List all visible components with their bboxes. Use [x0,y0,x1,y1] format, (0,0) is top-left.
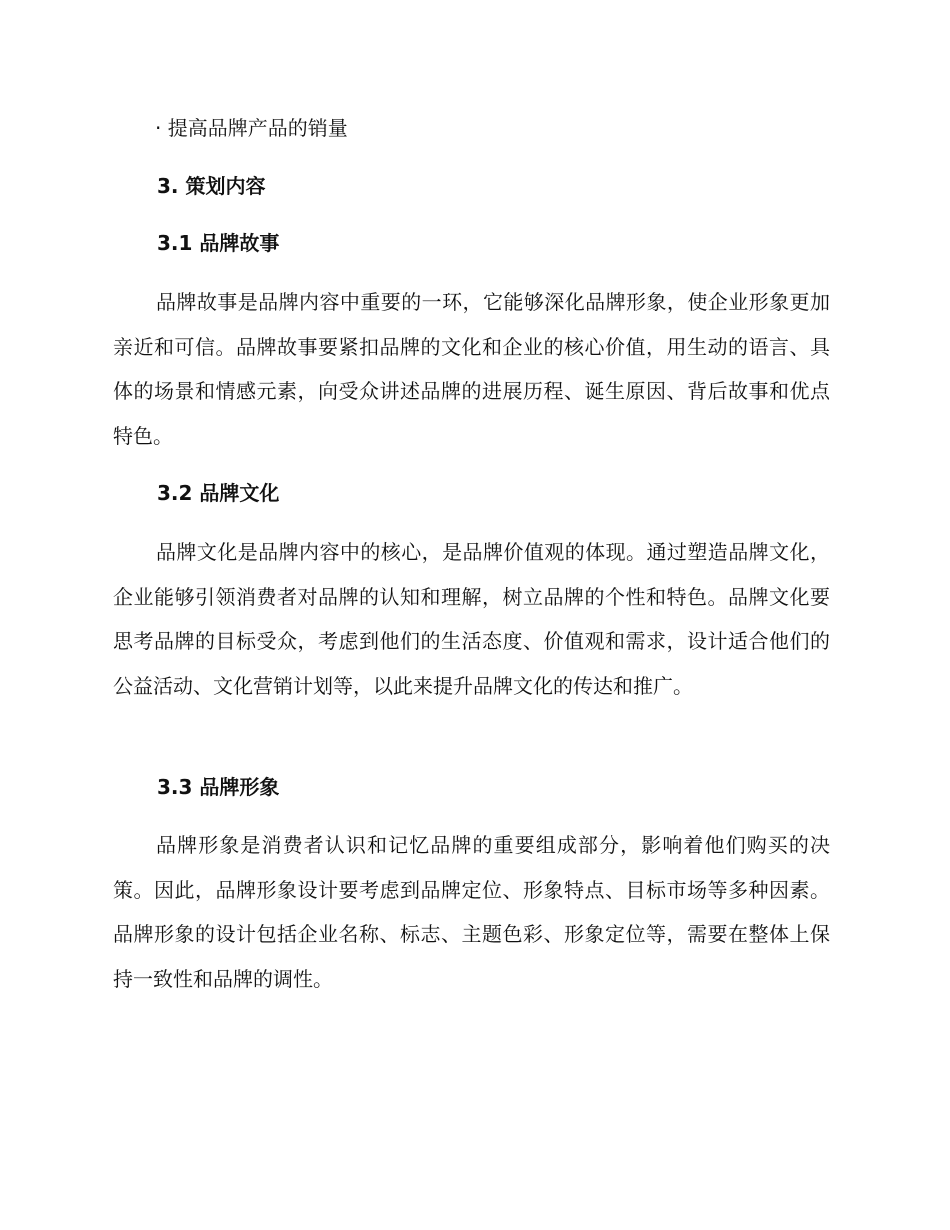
paragraph-brand-culture: 品牌文化是品牌内容中的核心，是品牌价值观的体现。通过塑造品牌文化，企业能够引领消费者对品牌的认知和理解，树立品牌的个性和特色。品牌文化要思考品牌的目标受众，考虑到他们的生活态度、价值观和需求，设计适合他们的公益活动、文化营销计划等，以此来提升品牌文化的传达和推广。 [113,540,830,698]
subsection-heading-brand-image: 3.3 品牌形象 [157,775,280,799]
paragraph-brand-image: 品牌形象是消费者认识和记忆品牌的重要组成部分，影响着他们购买的决策。因此，品牌形象设计要考虑到品牌定位、形象特点、目标市场等多种因素。品牌形象的设计包括企业名称、标志、主题色彩、形象定位等，需要在整体上保持一致性和品牌的调性。 [113,833,830,991]
subsection-heading-brand-story: 3.1 品牌故事 [157,231,280,255]
paragraph-brand-story: 品牌故事是品牌内容中重要的一环，它能够深化品牌形象，使企业形象更加亲近和可信。品牌故事要紧扣品牌的文化和企业的核心价值，用生动的语言、具体的场景和情感元素，向受众讲述品牌的进展历程、诞生原因、背后故事和优点特色。 [113,290,830,448]
section-heading: 3. 策划内容 [157,174,266,198]
bullet-item: · 提高品牌产品的销量 [155,116,348,140]
subsection-heading-brand-culture: 3.2 品牌文化 [157,481,280,505]
